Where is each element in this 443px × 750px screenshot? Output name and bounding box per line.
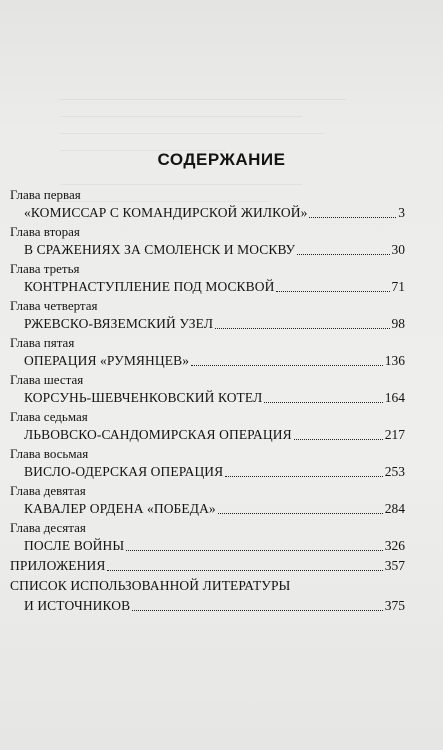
chapter-title: В СРАЖЕНИЯХ ЗА СМОЛЕНСК И МОСКВУ <box>24 242 296 257</box>
toc-chapter <box>10 371 405 408</box>
toc-entry[interactable] <box>10 536 405 556</box>
toc-entry-sources[interactable] <box>10 576 405 616</box>
page-number: 326 <box>384 538 405 553</box>
chapter-label: Глава третья <box>10 261 80 276</box>
dot-leader <box>309 217 396 218</box>
toc-chapter <box>10 223 405 260</box>
toc-entry[interactable] <box>10 314 405 334</box>
toc-entry[interactable] <box>10 351 405 371</box>
toc-entry[interactable] <box>10 277 405 297</box>
toc-chapter <box>10 186 405 223</box>
toc-entry[interactable] <box>10 240 405 260</box>
dot-leader <box>297 254 389 255</box>
page-number: 30 <box>391 242 405 257</box>
toc-entry[interactable] <box>10 388 405 408</box>
toc-entry-appendix[interactable] <box>10 556 405 576</box>
dot-leader <box>132 610 382 611</box>
chapter-title: КОНТРНАСТУПЛЕНИЕ ПОД МОСКВОЙ <box>24 279 275 294</box>
chapter-title: «КОМИССАР С КОМАНДИРСКОЙ ЖИЛКОЙ» <box>24 205 308 220</box>
dot-leader <box>218 513 383 514</box>
table-of-contents <box>10 186 405 616</box>
page-number: 375 <box>384 598 405 613</box>
dot-leader <box>264 402 382 403</box>
appendix-title: ПРИЛОЖЕНИЯ <box>10 558 106 573</box>
dot-leader <box>294 439 383 440</box>
chapter-label: Глава девятая <box>10 483 86 498</box>
dot-leader <box>126 550 383 551</box>
page-number: 71 <box>391 279 405 294</box>
chapter-title: ОПЕРАЦИЯ «РУМЯНЦЕВ» <box>24 353 190 368</box>
chapter-title: КАВАЛЕР ОРДЕНА «ПОБЕДА» <box>24 501 216 516</box>
chapter-label: Глава вторая <box>10 224 80 239</box>
chapter-label: Глава первая <box>10 187 81 202</box>
bleed-through-text: —————————————————————————— —————————————————————— ———————————————————————— ——————————————— —————————————————————— ——————————————————— <box>60 93 346 207</box>
chapter-label: Глава десятая <box>10 520 86 535</box>
chapter-label: Глава шестая <box>10 372 84 387</box>
chapter-title: ЛЬВОВСКО-САНДОМИРСКАЯ ОПЕРАЦИЯ <box>24 427 292 442</box>
page-number: 284 <box>384 501 405 516</box>
toc-chapter <box>10 445 405 482</box>
toc-chapter <box>10 408 405 445</box>
toc-entry[interactable] <box>10 499 405 519</box>
toc-chapter <box>10 519 405 556</box>
page-number: 217 <box>384 427 405 442</box>
chapter-label: Глава четвертая <box>10 298 98 313</box>
toc-entry[interactable] <box>10 203 405 223</box>
dot-leader <box>215 328 389 329</box>
dot-leader <box>107 570 382 571</box>
toc-chapter <box>10 297 405 334</box>
toc-chapter <box>10 334 405 371</box>
page-number: 164 <box>384 390 405 405</box>
page-number: 3 <box>398 205 405 220</box>
toc-entry[interactable] <box>10 425 405 445</box>
toc-entry[interactable] <box>10 462 405 482</box>
chapter-label: Глава пятая <box>10 335 75 350</box>
page-number: 98 <box>391 316 405 331</box>
chapter-title: КОРСУНЬ-ШЕВЧЕНКОВСКИЙ КОТЕЛ <box>24 390 263 405</box>
toc-chapter <box>10 260 405 297</box>
toc-chapter <box>10 482 405 519</box>
chapter-title: ВИСЛО-ОДЕРСКАЯ ОПЕРАЦИЯ <box>24 464 224 479</box>
dot-leader <box>225 476 383 477</box>
sources-title-line1: СПИСОК ИСПОЛЬЗОВАННОЙ ЛИТЕРАТУРЫ <box>10 578 291 593</box>
page-number: 357 <box>384 558 405 573</box>
dot-leader <box>276 291 389 292</box>
page-number: 136 <box>384 353 405 368</box>
chapter-title: ПОСЛЕ ВОЙНЫ <box>24 538 125 553</box>
chapter-label: Глава восьмая <box>10 446 89 461</box>
page-title: СОДЕРЖАНИЕ <box>157 150 286 169</box>
page-number: 253 <box>384 464 405 479</box>
chapter-label: Глава седьмая <box>10 409 88 424</box>
dot-leader <box>191 365 383 366</box>
chapter-title: РЖЕВСКО-ВЯЗЕМСКИЙ УЗЕЛ <box>24 316 214 331</box>
sources-title-line2: И ИСТОЧНИКОВ 375 <box>10 596 405 616</box>
